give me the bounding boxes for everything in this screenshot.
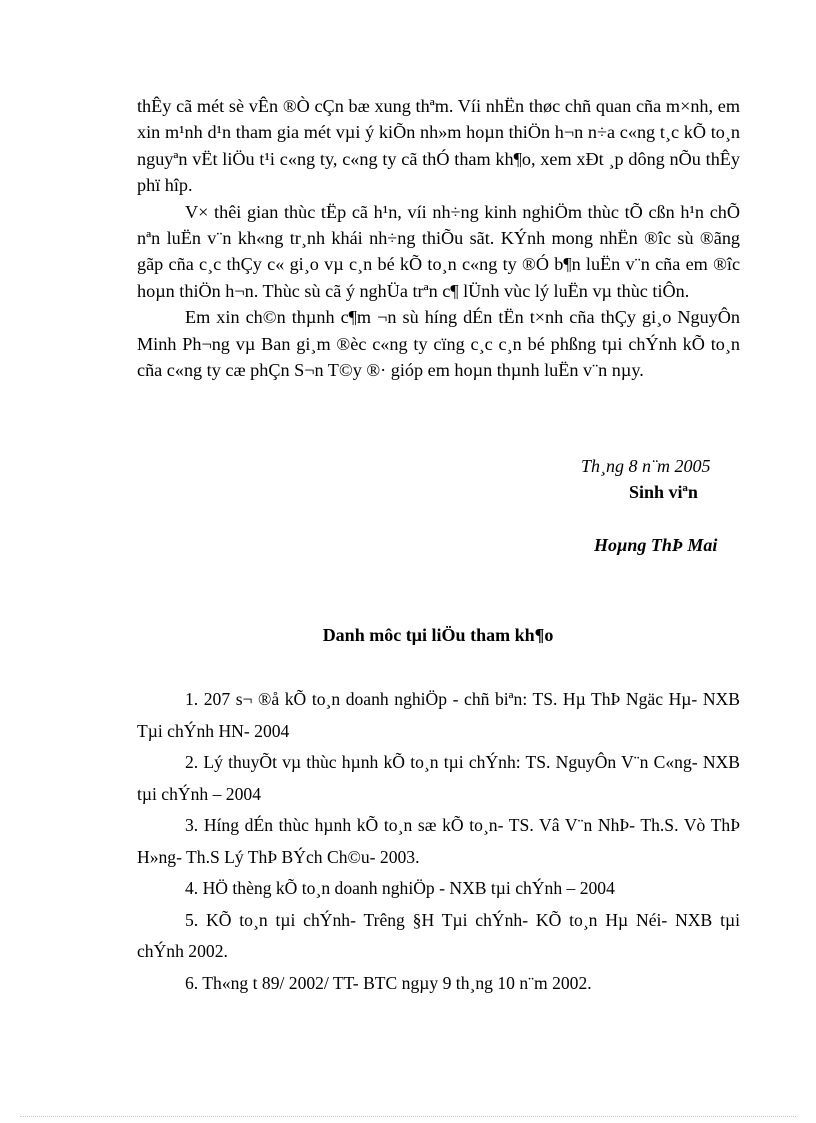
text-line: xÐt ¸p dông nÕu thÊy phï hîp. xyxy=(137,148,741,196)
text-line: NguyÔn Minh Ph¬ng vµ Ban gi¸m ®èc c«ng ty cïng c¸c c¸n bé phßng tµi xyxy=(137,307,741,354)
reference-line: 5. KÕ to¸n tµi chÝnh- Trêng §H Tµi chÝnh- KÕ to¸n Hµ Néi- NXB xyxy=(185,909,713,930)
reference-item xyxy=(137,905,740,968)
reference-line: NXB tµi chÝnh – 2004 xyxy=(137,752,740,804)
reference-line: 1. 207 s¬ ®å kÕ to¸n doanh nghiÖp - chñ biªn: TS. Hµ ThÞ Ngäc Hµ- xyxy=(185,689,698,709)
reference-line: Vò ThÞ H»ng- Th.S Lý ThÞ BÝch Ch©u- 2003. xyxy=(137,815,740,867)
references-list xyxy=(137,684,740,999)
text-line: V× thêi gian thùc tËp cã h¹n, víi nh÷ng kinh nghiÖm thùc tÕ cßn h¹n xyxy=(185,201,705,222)
reference-line: NXB Tµi chÝnh HN- 2004 xyxy=(137,689,740,741)
signature-name: Hoµng ThÞ Mai xyxy=(594,535,718,555)
reference-line: tµi chÝnh 2002. xyxy=(137,909,740,961)
reference-item xyxy=(137,968,740,1000)
page-bottom-divider xyxy=(20,1116,796,1117)
reference-item xyxy=(137,810,740,873)
text-line: sù ®ãng gãp cña c¸c thÇy c« gi¸o vµ c¸n bé kÕ to¸n c«ng ty ®Ó b¶n luËn v¨n xyxy=(137,228,741,275)
reference-line: 4. HÖ thèng kÕ to¸n doanh nghiÖp - NXB tµi chÝnh – 2004 xyxy=(185,878,615,898)
reference-line: 6. Th«ng t 89/ 2002/ TT- BTC ngµy 9 th¸ng 10 n¨m 2002. xyxy=(185,972,592,993)
paragraph-continued xyxy=(137,93,740,199)
text-line: thÊy cã mét sè vÊn ®Ò cÇn bæ xung thªm. Víi nhËn thøc chñ quan cña xyxy=(137,96,662,116)
reference-line: 2. Lý thuyÕt vµ thùc hµnh kÕ to¸n tµi chÝnh: TS. NguyÔn V¨n C«ng- xyxy=(185,752,698,772)
reference-item xyxy=(137,873,740,905)
text-line: thùc tiÔn. xyxy=(616,280,690,301)
text-line: Em xin ch©n thµnh c¶m ¬n sù híng dÉn tËn t×nh cña thÇy gi¸o xyxy=(185,307,672,328)
text-line: chÕ nªn luËn v¨n kh«ng tr¸nh khái nh÷ng thiÕu sãt. KÝnh mong nhËn ®îc xyxy=(137,201,741,249)
body-text xyxy=(137,93,740,383)
paragraph-thanks xyxy=(137,304,740,383)
paragraph-acknowledgement-limits xyxy=(137,199,740,305)
references-title: Danh môc tµi liÖu tham kh¶o xyxy=(322,625,554,645)
text-line: cña em ®îc hoµn thiÖn h¬n. Thùc sù cã ý nghÜa trªn c¶ lÜnh vùc lý luËn vµ xyxy=(137,254,741,301)
reference-item xyxy=(137,747,740,810)
signature-date: Th¸ng 8 n¨m 2005 xyxy=(581,456,711,476)
text-line: c«ng t¸c kÕ to¸n nguyªn vËt liÖu t¹i c«ng ty, c«ng ty cã thÓ tham kh¶o, xem xyxy=(137,122,740,169)
text-line: chÝnh kÕ to¸n cña c«ng ty cæ phÇn S¬n T©y ®· gióp em hoµn thµnh luËn xyxy=(137,333,741,381)
reference-item xyxy=(137,684,740,747)
text-line: m×nh, em xin m¹nh d¹n tham gia mét vµi ý kiÕn nh»m hoµn thiÖn h¬n n÷a xyxy=(137,96,740,143)
signature-role: Sinh viªn xyxy=(629,482,698,502)
text-line: v¨n nµy. xyxy=(582,360,644,381)
reference-line: 3. Híng dÉn thùc hµnh kÕ to¸n sæ kÕ to¸n- TS. Vâ V¨n NhÞ- Th.S. xyxy=(185,815,679,835)
